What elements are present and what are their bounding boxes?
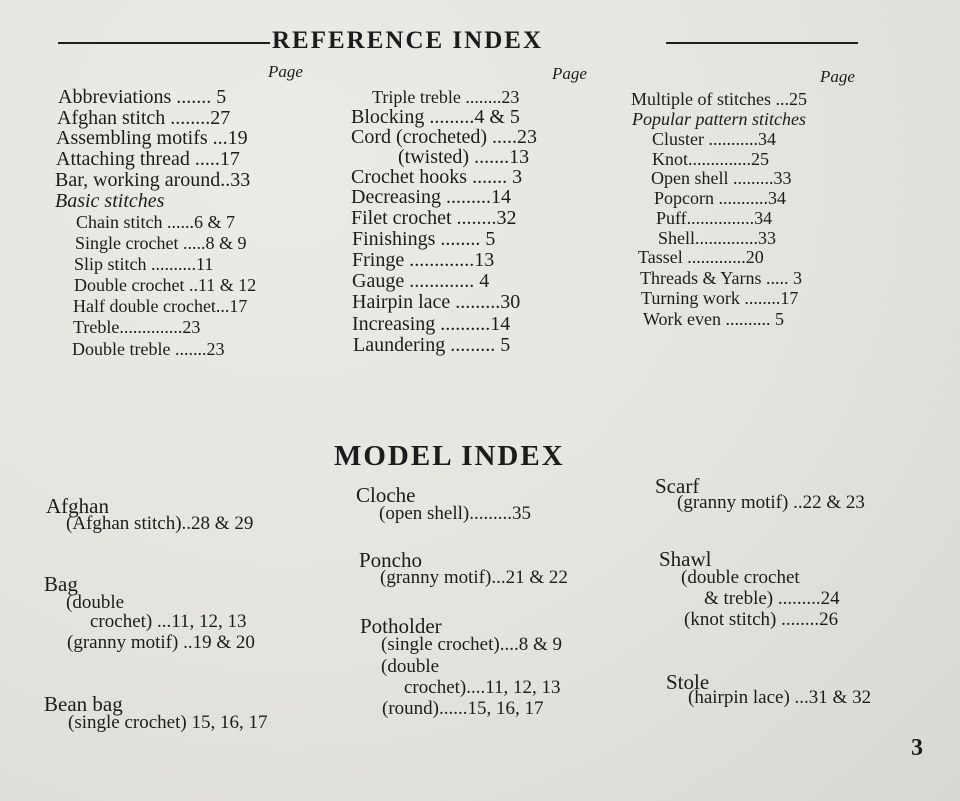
model-heading: Shawl	[659, 547, 712, 571]
ref-entry: Cluster ...........34	[652, 129, 776, 149]
model-entry: (open shell).........35	[379, 503, 531, 524]
ref-entry: Crochet hooks ....... 3	[351, 166, 523, 188]
model-entry: (Afghan stitch)..28 & 29	[66, 513, 254, 534]
ref-entry: Popcorn ...........34	[654, 188, 786, 208]
model-heading: Potholder	[360, 614, 442, 638]
ref-entry: Multiple of stitches ...25	[631, 89, 807, 109]
model-heading: Bean bag	[44, 692, 123, 716]
model-entry: (hairpin lace) ...31 & 32	[688, 687, 872, 708]
ref-entry: Puff...............34	[656, 208, 773, 228]
ref-entry: Attaching thread .....17	[56, 148, 240, 170]
ref-entry: Turning work ........17	[641, 288, 799, 308]
ref-entry: Open shell .........33	[651, 168, 792, 188]
model-heading: Afghan	[46, 494, 109, 518]
ref-entry: Blocking .........4 & 5	[351, 106, 520, 128]
page-number: 3	[911, 735, 923, 761]
ref-entry: Fringe .............13	[352, 249, 495, 271]
model-entry: (single crochet) 15, 16, 17	[68, 712, 268, 733]
reference-index-title: REFERENCE INDEX	[272, 27, 544, 54]
model-heading: Bag	[44, 572, 78, 596]
ref-entry: Assembling motifs ...19	[56, 127, 248, 149]
model-index-title: MODEL INDEX	[334, 440, 565, 472]
ref-entry: Tassel .............20	[638, 247, 764, 267]
title-rule-right	[666, 42, 858, 44]
ref-entry: Triple treble ........23	[372, 87, 520, 107]
ref-entry: Bar, working around..33	[55, 169, 251, 191]
model-entry: (granny motif) ..22 & 23	[677, 492, 865, 513]
ref-entry: Slip stitch ..........11	[74, 254, 214, 274]
title-rule-left	[58, 42, 270, 44]
ref-entry: Filet crochet ........32	[351, 207, 517, 229]
model-entry: (double	[381, 656, 440, 677]
ref-entry: Increasing ..........14	[352, 313, 511, 335]
ref-entry: Single crochet .....8 & 9	[75, 233, 247, 253]
model-entry: crochet) ...11, 12, 13	[90, 611, 247, 632]
ref-entry: Chain stitch ......6 & 7	[76, 212, 235, 232]
ref-entry: Finishings ........ 5	[352, 228, 496, 250]
ref-entry: Double crochet ..11 & 12	[74, 275, 257, 295]
model-entry: (double crochet	[681, 567, 800, 588]
ref-entry: Knot..............25	[652, 149, 769, 169]
ref-entry: Shell..............33	[658, 228, 777, 248]
model-entry: (knot stitch) ........26	[684, 609, 839, 630]
ref-entry: Double treble .......23	[72, 339, 225, 359]
model-heading: Scarf	[655, 474, 700, 498]
ref-entry: Cord (crocheted) .....23	[351, 126, 538, 148]
model-entry: (round)......15, 16, 17	[382, 698, 544, 719]
model-heading: Poncho	[359, 548, 422, 572]
ref-entry: Work even .......... 5	[643, 309, 785, 329]
ref-entry: Laundering ......... 5	[353, 334, 511, 356]
page-label-col1: Page	[268, 62, 303, 81]
ref-entry: Abbreviations ....... 5	[58, 86, 227, 108]
ref-entry: (twisted) .......13	[398, 146, 530, 168]
model-entry: (granny motif) ..19 & 20	[67, 632, 255, 653]
ref-entry: Threads & Yarns ..... 3	[640, 268, 802, 288]
ref-entry: Treble..............23	[73, 317, 201, 337]
ref-entry: Afghan stitch ........27	[57, 107, 231, 129]
ref-entry: Half double crochet...17	[73, 296, 248, 316]
model-entry: crochet)....11, 12, 13	[404, 677, 561, 698]
model-heading: Stole	[666, 670, 710, 694]
ref-section-heading: Basic stitches	[55, 190, 165, 212]
model-heading: Cloche	[356, 483, 416, 507]
ref-entry: Gauge ............. 4	[352, 270, 490, 292]
model-entry: (double	[66, 592, 125, 613]
model-entry: (granny motif)...21 & 22	[380, 567, 568, 588]
page-label-col2: Page	[552, 64, 587, 83]
ref-entry: Hairpin lace .........30	[352, 291, 521, 313]
model-entry: (single crochet)....8 & 9	[381, 634, 562, 655]
ref-entry: Decreasing .........14	[351, 186, 511, 208]
page-label-col3: Page	[820, 67, 855, 86]
ref-section-heading: Popular pattern stitches	[632, 109, 806, 129]
model-entry: & treble) .........24	[704, 588, 840, 609]
